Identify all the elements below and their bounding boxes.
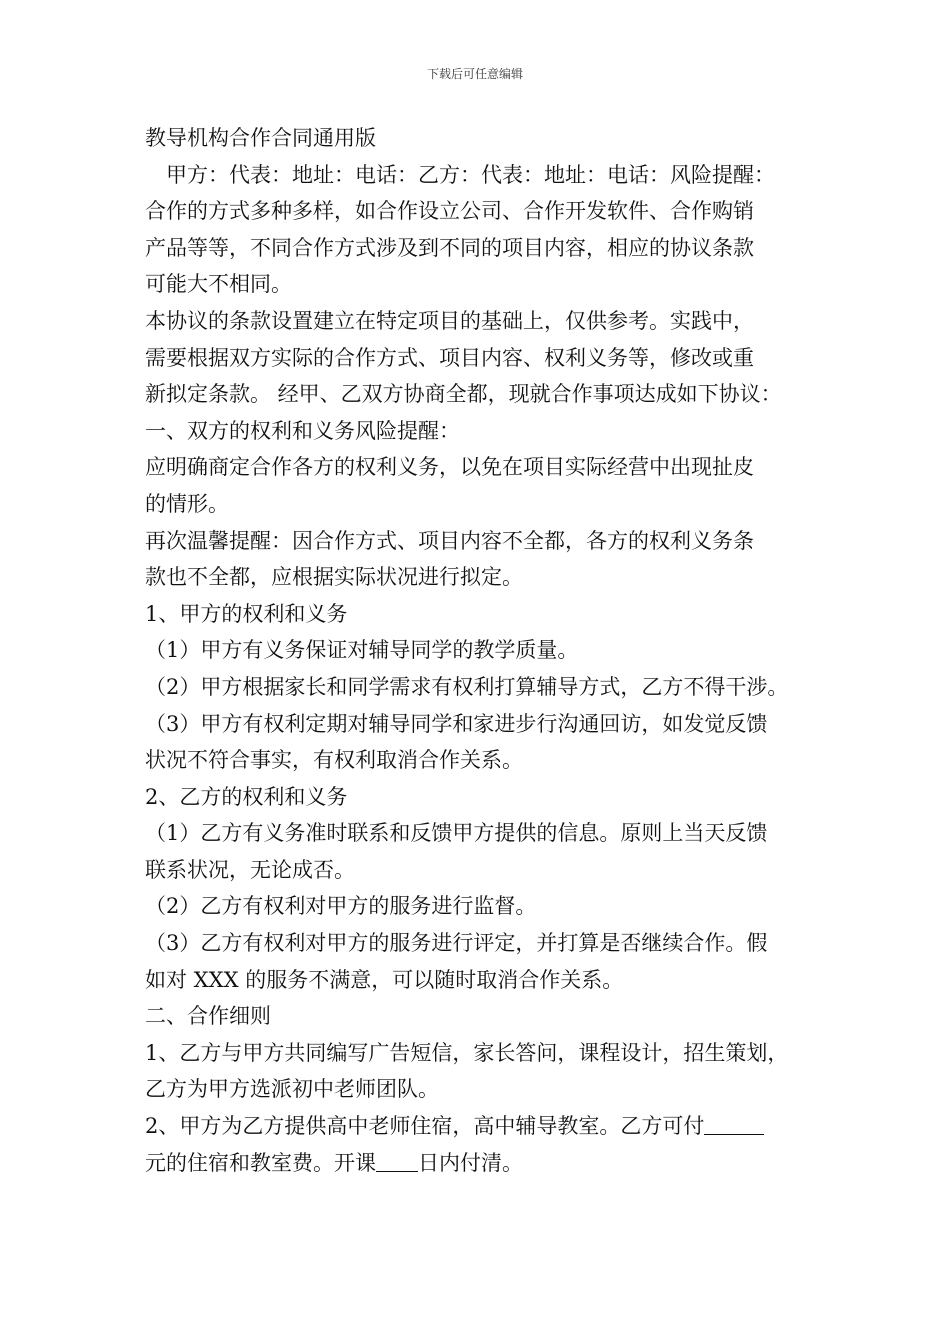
- list-item: 联系状况，无论成否。: [145, 857, 355, 882]
- paragraph-line: 应明确商定合作各方的权利义务，以免在项目实际经营中出现扯皮: [145, 455, 754, 480]
- list-item-fee-clause-cont: [145, 1145, 825, 1182]
- document-body: [145, 120, 825, 1181]
- paragraph-line: 的情形。: [145, 491, 229, 516]
- list-item: （1）乙方有义务准时联系和反馈甲方提供的信息。原则上当天反馈: [145, 821, 768, 846]
- list-item: （2）乙方有权利对甲方的服务进行监督。: [145, 894, 537, 919]
- subsection-heading: 1、甲方的权利和义务: [145, 601, 348, 626]
- subsection-heading: 2、乙方的权利和义务: [145, 784, 348, 809]
- section-heading: 二、合作细则: [145, 1004, 271, 1029]
- fee-clause-prefix: 2、甲方为乙方提供高中老师住宿，高中辅导教室。乙方可付: [145, 1114, 705, 1139]
- section-heading: 一、双方的权利和义务风险提醒：: [145, 418, 460, 443]
- paragraph-line: 款也不全都，应根据实际状况进行拟定。: [145, 565, 523, 590]
- list-item: 状况不符合事实，有权利取消合作关系。: [145, 748, 523, 773]
- list-item: （2）甲方根据家长和同学需求有权利打算辅导方式，乙方不得干涉。: [145, 674, 789, 699]
- paragraph-line: 产品等等，不同合作方式涉及到不同的项目内容，相应的协议条款: [145, 235, 754, 260]
- paragraph-line: 本协议的条款设置建立在特定项目的基础上，仅供参考。实践中，: [145, 308, 754, 333]
- paragraph-line: 新拟定条款。 经甲、乙双方协商全都，现就合作事项达成如下协议：: [145, 382, 782, 407]
- list-item: （3）乙方有权利对甲方的服务进行评定，并打算是否继续合作。假: [145, 931, 768, 956]
- list-item: （1）甲方有义务保证对辅导同学的教学质量。: [145, 638, 579, 663]
- paragraph-line: 甲方：代表：地址：电话：乙方：代表：地址：电话：风险提醒：: [166, 162, 775, 187]
- fee-clause-suffix: 日内付清。: [418, 1150, 523, 1175]
- paragraph-line: 可能大不相同。: [145, 272, 292, 297]
- paragraph-line: 再次温馨提醒：因合作方式、项目内容不全都，各方的权利义务条: [145, 528, 754, 553]
- fill-in-blank-amount: [704, 1110, 764, 1135]
- list-item: 1、乙方与甲方共同编写广告短信，家长答问，课程设计，招生策划，: [145, 1040, 789, 1065]
- page-header-note: 下载后可任意编辑: [426, 67, 523, 81]
- list-item-fee-clause: [145, 1108, 825, 1145]
- paragraph-line: 需要根据双方实际的合作方式、项目内容、权利义务等，修改或重: [145, 345, 754, 370]
- fill-in-blank-days: [376, 1147, 418, 1172]
- list-item: （3）甲方有权利定期对辅导同学和家进步行沟通回访，如发觉反馈: [145, 711, 768, 736]
- fee-clause-middle: 元的住宿和教室费。开课: [145, 1150, 376, 1175]
- list-item: 乙方为甲方选派初中老师团队。: [145, 1077, 439, 1102]
- document-title: 教导机构合作合同通用版: [145, 126, 376, 150]
- list-item: 如对 XXX 的服务不满意，可以随时取消合作关系。: [145, 967, 624, 992]
- paragraph-line: 合作的方式多种多样，如合作设立公司、合作开发软件、合作购销: [145, 199, 754, 224]
